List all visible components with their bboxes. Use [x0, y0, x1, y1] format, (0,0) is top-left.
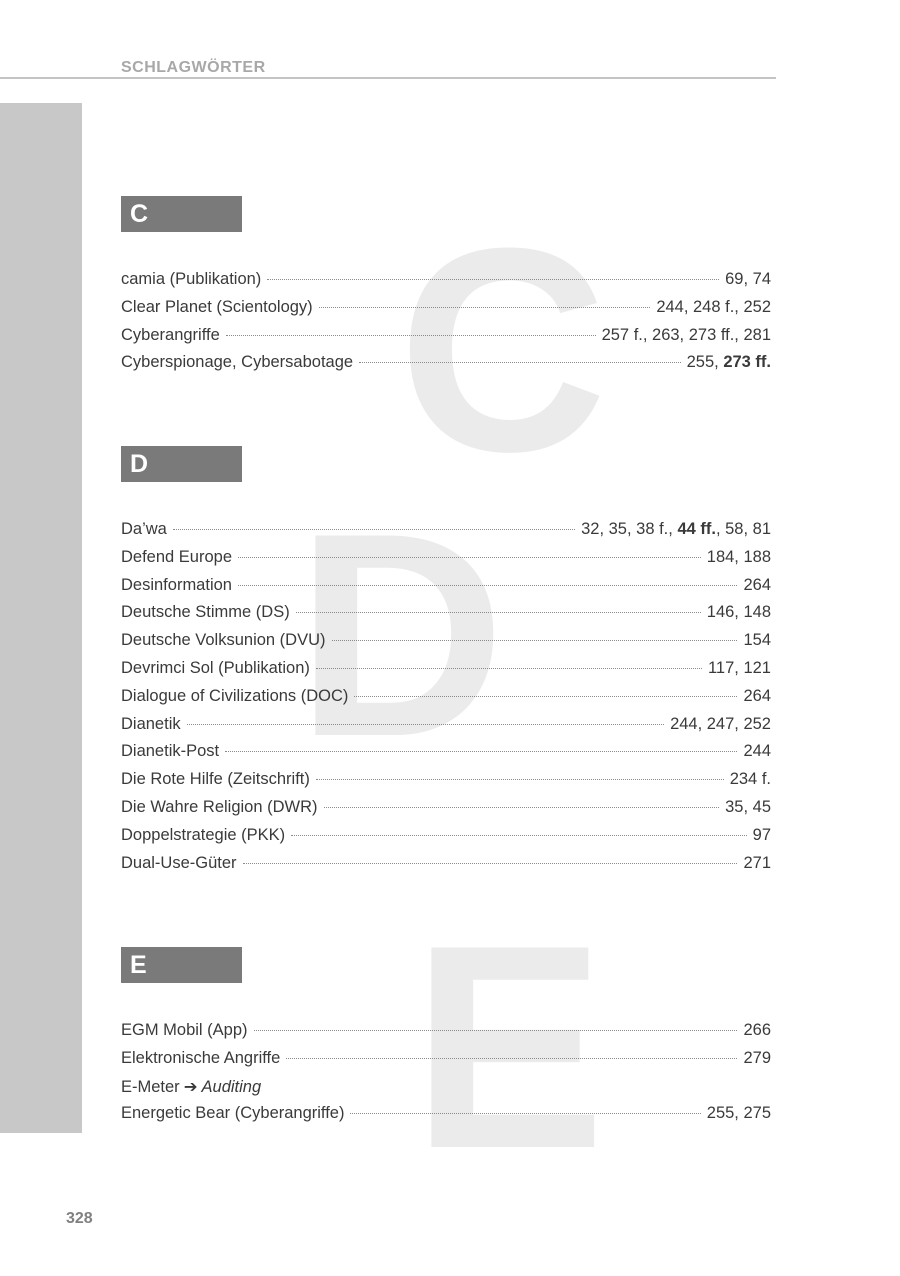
- index-entry: [121, 603, 771, 631]
- entry-list: [121, 270, 771, 381]
- dot-leader: [324, 807, 720, 808]
- entry-term: camia (Publikation): [121, 270, 262, 288]
- dot-leader: [291, 835, 746, 836]
- section-letter-d: D: [121, 446, 242, 482]
- entry-pages: [687, 353, 771, 372]
- entry-pages: [602, 326, 771, 345]
- dot-leader: [226, 335, 596, 336]
- dot-leader: [243, 863, 738, 864]
- entry-term: Defend Europe: [121, 547, 232, 566]
- page-ref: 146, 148: [706, 603, 771, 622]
- entry-pages: [725, 798, 771, 817]
- page-ref-main: 273 ff.: [723, 353, 771, 372]
- entry-term: Desinformation: [121, 575, 232, 594]
- page-ref: 117, 121: [707, 658, 771, 677]
- watermark-letter-d: D: [296, 473, 506, 797]
- index-entry: [121, 353, 771, 381]
- page-ref: 244: [743, 742, 771, 761]
- page-ref-main: 44 ff.: [677, 520, 716, 538]
- entry-pages: [670, 715, 771, 734]
- dot-leader: [350, 1113, 700, 1114]
- page-ref: ,: [714, 353, 724, 372]
- section-c: [121, 196, 771, 381]
- entry-term: Die Wahre Religion (DWR): [121, 797, 318, 816]
- page-ref: 69, 74: [725, 270, 771, 288]
- page-ref: 154: [743, 631, 771, 650]
- entry-term: Cyberspionage, Cybersabotage: [121, 353, 354, 372]
- page-ref: 244, 247, 252: [670, 714, 771, 733]
- watermark-letter-e: E: [412, 885, 606, 1209]
- header-rule: [0, 77, 776, 79]
- section-d: [121, 446, 771, 881]
- entry-term: Devrimci Sol (Publikation): [121, 658, 310, 677]
- index-entry: [121, 854, 771, 882]
- entry-term: Cyberangriffe: [121, 325, 220, 344]
- entry-term: EGM Mobil (App): [121, 1021, 248, 1039]
- index-entry: [121, 770, 771, 798]
- dot-leader: [173, 529, 575, 530]
- page-number: 328: [66, 1210, 93, 1227]
- watermark-letter-c: C: [398, 188, 608, 512]
- dot-leader: [254, 1030, 738, 1031]
- dot-leader: [238, 557, 701, 558]
- index-entry: [121, 742, 771, 770]
- page-ref: 271: [743, 853, 771, 872]
- entry-pages: [730, 770, 771, 789]
- entry-term: Dianetik-Post: [121, 742, 220, 761]
- index-entry: [121, 548, 771, 576]
- entry-pages: [581, 520, 771, 539]
- entry-pages: [743, 1021, 771, 1040]
- section-letter-e: E: [121, 947, 242, 983]
- entry-pages: [725, 270, 771, 289]
- page-ref: 35, 45: [725, 797, 771, 816]
- entry-term: Clear Planet (Scientology): [121, 297, 313, 316]
- entry-term: Deutsche Stimme (DS): [121, 603, 290, 622]
- entry-pages: [707, 1104, 771, 1123]
- entry-term: Doppelstrategie (PKK): [121, 825, 286, 844]
- page-ref: 234 f.: [729, 770, 771, 789]
- page-ref: 264: [743, 575, 771, 594]
- entry-pages: [743, 854, 771, 873]
- dot-leader: [296, 612, 701, 613]
- entry-term: Die Rote Hilfe (Zeitschrift): [121, 770, 310, 789]
- index-entry: [121, 659, 771, 687]
- entry-pages: [743, 687, 771, 706]
- dot-leader: [332, 640, 738, 641]
- page-ref: 279: [743, 1048, 771, 1067]
- running-head: SCHLAGWÖRTER: [121, 59, 266, 76]
- entry-term: Energetic Bear (Cyberangriffe): [121, 1104, 345, 1123]
- entry-pages: [656, 298, 771, 317]
- index-entry: [121, 798, 771, 826]
- page-ref: 255, 275: [706, 1104, 771, 1123]
- index-entry: [121, 326, 771, 354]
- page-ref: 184, 188: [706, 547, 771, 566]
- entry-term: Elektronische Angriffe: [121, 1048, 281, 1067]
- index-entry: [121, 1021, 771, 1049]
- dot-leader: [354, 696, 737, 697]
- dot-leader: [238, 585, 738, 586]
- entry-pages: [743, 576, 771, 595]
- index-entry: [121, 520, 771, 548]
- entry-pages: [708, 659, 771, 678]
- see-arrow-icon: ➔: [183, 1077, 198, 1096]
- page-ref: 266: [743, 1021, 771, 1039]
- entry-pages: [707, 548, 771, 567]
- entry-term: Dianetik: [121, 714, 181, 733]
- entry-pages: [743, 742, 771, 761]
- page-ref: 32, 35, 38 f.,: [581, 520, 678, 538]
- page-ref: 97: [752, 825, 771, 844]
- entry-pages: [743, 631, 771, 650]
- side-thumb-bar: [0, 103, 82, 1133]
- see-reference: Auditing: [201, 1077, 262, 1096]
- entry-pages: [707, 603, 771, 622]
- index-entry: [121, 715, 771, 743]
- entry-list: [121, 1021, 771, 1132]
- index-entry: [121, 576, 771, 604]
- entry-term: E-Meter: [121, 1077, 180, 1096]
- index-entry: [121, 826, 771, 854]
- page-ref: 257 f., 263, 273 ff., 281: [601, 325, 771, 344]
- index-entry: [121, 687, 771, 715]
- index-entry: [121, 1104, 771, 1132]
- dot-leader: [316, 668, 702, 669]
- dot-leader: [319, 307, 651, 308]
- index-entry: [121, 270, 771, 298]
- dot-leader: [359, 362, 681, 363]
- entry-list: [121, 520, 771, 881]
- section-letter-c: C: [121, 196, 242, 232]
- dot-leader: [225, 751, 737, 752]
- section-e: [121, 947, 771, 1132]
- dot-leader: [286, 1058, 737, 1059]
- entry-term: Dialogue of Civilizations (DOC): [121, 686, 349, 705]
- index-entry: [121, 631, 771, 659]
- dot-leader: [316, 779, 724, 780]
- entry-term: Dual-Use-Güter: [121, 853, 237, 872]
- index-entry: [121, 1077, 771, 1105]
- index-entry: [121, 1049, 771, 1077]
- page-ref: , 58, 81: [715, 520, 771, 538]
- entry-pages: [743, 1049, 771, 1068]
- page-ref: 255: [686, 353, 715, 372]
- page-ref: 244, 248 f., 252: [656, 297, 771, 316]
- page-ref: 264: [743, 686, 771, 705]
- entry-term: Deutsche Volksunion (DVU): [121, 631, 326, 650]
- index-entry: [121, 298, 771, 326]
- entry-pages: [753, 826, 771, 845]
- dot-leader: [267, 279, 719, 280]
- dot-leader: [187, 724, 664, 725]
- entry-term: Da’wa: [121, 520, 167, 538]
